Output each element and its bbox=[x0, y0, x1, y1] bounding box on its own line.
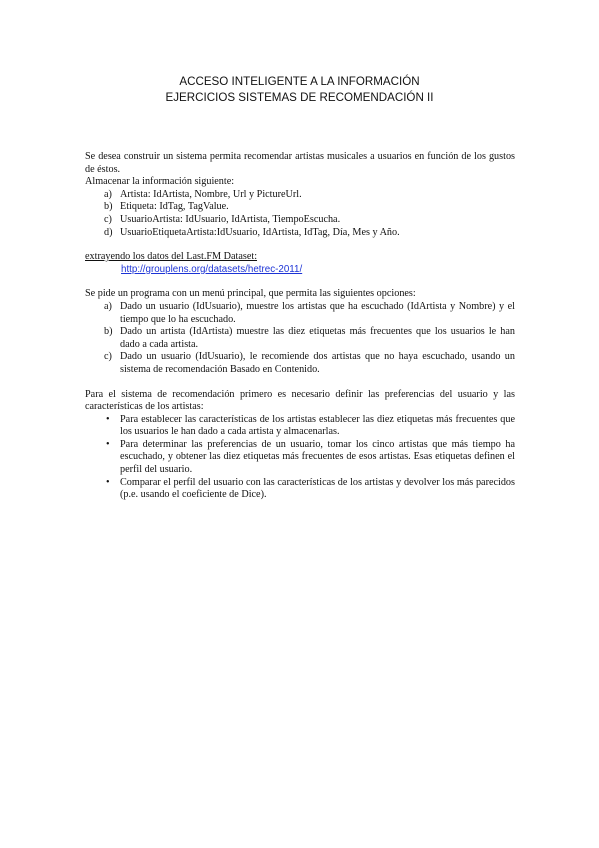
bullet-list bbox=[85, 414, 515, 502]
document-title bbox=[0, 74, 599, 106]
title-line-2: EJERCICIOS SISTEMAS DE RECOMENDACIÓN II bbox=[165, 91, 434, 104]
bullet-item-text: Comparar el perfil del usuario con las características de los artistas y devolver los más parecidos (p.e. usando el coeficiente de Dice). bbox=[120, 476, 515, 501]
list-marker: b) bbox=[104, 201, 113, 213]
list-marker: b) bbox=[104, 326, 113, 338]
list-item-text: Artista: IdArtista, Nombre, Url y PictureUrl. bbox=[120, 188, 302, 200]
title-line-1: ACCESO INTELIGENTE A LA INFORMACIÓN bbox=[179, 75, 420, 88]
list-item-text: Dado un usuario (IdUsuario), le recomiende dos artistas que no haya escuchado, usando un sistema de recomendación Basado en Contenido. bbox=[120, 351, 515, 375]
list-item bbox=[85, 214, 515, 227]
list-item bbox=[85, 189, 515, 202]
document-body bbox=[85, 151, 515, 502]
list-item bbox=[85, 326, 515, 351]
list-item bbox=[85, 227, 515, 240]
options-list bbox=[85, 301, 515, 377]
list-item-text: UsuarioEtiquetaArtista:IdUsuario, IdArtista, IdTag, Día, Mes y Año. bbox=[120, 226, 400, 238]
recsys-paragraph: Para el sistema de recomendación primero es necesario definir las preferencias del usuario y las características de los artistas: bbox=[85, 388, 515, 413]
spacer bbox=[85, 239, 515, 251]
list-marker: c) bbox=[104, 213, 112, 225]
bullet-marker: • bbox=[106, 413, 110, 425]
spacer bbox=[85, 377, 515, 389]
list-marker: c) bbox=[104, 351, 112, 363]
bullet-item bbox=[85, 477, 515, 502]
list-item-text: Dado un artista (IdArtista) muestre las diez etiquetas más frecuentes que los usuarios le han dado a cada artista. bbox=[120, 326, 515, 350]
dataset-link-line bbox=[85, 264, 515, 277]
bullet-item bbox=[85, 439, 515, 477]
entity-list bbox=[85, 189, 515, 239]
program-paragraph: Se pide un programa con un menú principal, que permita las siguientes opciones: bbox=[85, 288, 416, 300]
bullet-marker: • bbox=[106, 476, 110, 488]
spacer bbox=[85, 276, 515, 288]
list-item-text: Etiqueta: IdTag, TagValue. bbox=[120, 201, 229, 213]
list-marker: a) bbox=[104, 300, 112, 312]
store-label: Almacenar la información siguiente: bbox=[85, 176, 235, 188]
dataset-label: extrayendo los datos del Last.FM Dataset: bbox=[85, 251, 258, 263]
list-item bbox=[85, 201, 515, 214]
list-item-text: Dado un usuario (IdUsuario), muestre los artistas que ha escuchado (IdArtista y Nombre) y el tiempo que lo ha escuchado. bbox=[120, 300, 515, 325]
bullet-item bbox=[85, 414, 515, 439]
bullet-item-text: Para determinar las preferencias de un usuario, tomar los cinco artistas que más tiempo ha escuchado, y obtener las diez etiquetas más frecuentes de esos artistas. Esas etiquetas definen el perfil del usuario. bbox=[120, 438, 515, 476]
bullet-marker: • bbox=[106, 438, 110, 450]
intro-paragraph: Se desea construir un sistema permita recomendar artistas musicales a usuarios en función de los gustos de éstos. bbox=[85, 151, 515, 175]
list-item bbox=[85, 301, 515, 326]
list-marker: a) bbox=[104, 188, 112, 200]
bullet-item-text: Para establecer las características de los artistas establecer las diez etiquetas más frecuentes que los usuarios le han dado a cada artista y almacenarlas. bbox=[120, 413, 515, 438]
dataset-link[interactable]: http://grouplens.org/datasets/hetrec-2011/ bbox=[121, 263, 303, 275]
list-marker: d) bbox=[104, 226, 113, 238]
list-item-text: UsuarioArtista: IdUsuario, IdArtista, TiempoEscucha. bbox=[120, 213, 341, 225]
list-item bbox=[85, 351, 515, 376]
